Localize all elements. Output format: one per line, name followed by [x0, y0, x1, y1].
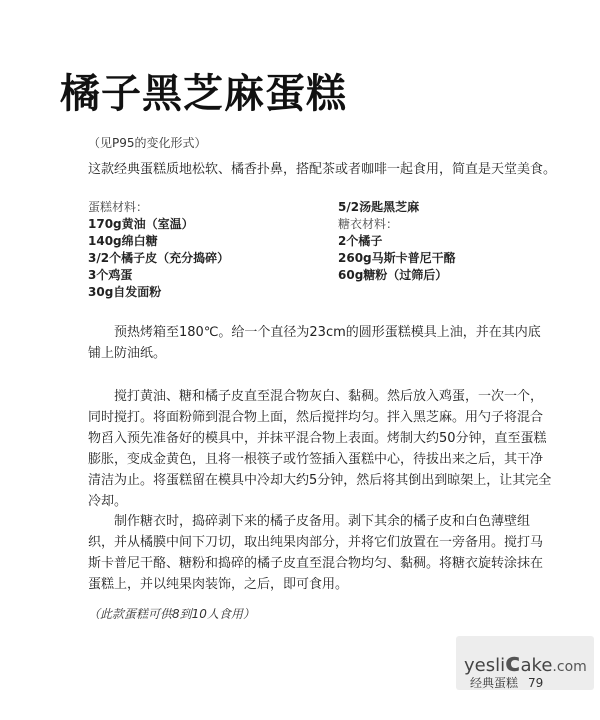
ingredient-item: 60g糖粉（过筛后） [338, 268, 448, 282]
ingredient-item: 140g绵白糖 [88, 234, 158, 248]
cake-ingredients-heading: 蛋糕材料： [88, 200, 149, 214]
ingredient-item: 260g马斯卡普尼干酪 [338, 251, 456, 265]
watermark-logo: yeslicake.com [464, 648, 587, 678]
ingredient-item: 3/2个橘子皮（充分捣碎） [88, 251, 230, 265]
section-name: 经典蛋糕 [470, 676, 519, 690]
variation-note: （见P95的变化形式） [88, 136, 207, 150]
icing-ingredients-heading: 糖衣材料： [338, 217, 399, 231]
step-icing: 制作糖衣时，捣碎剥下来的橘子皮备用。剥下其余的橘子皮和白色薄壁组织，并从橘膜中间下刀切，取出纯果肉部分，并将它们放置在一旁备用。搅打马斯卡普尼干酪、糖粉和捣碎的橘子皮直至混合物均匀、黏稠。将糖衣旋转涂抹在蛋糕上，并以纯果肉装饰，之后，即可食用。 [88, 514, 544, 592]
page-footer [470, 674, 543, 691]
intro-text: 这款经典蛋糕质地松软、橘香扑鼻，搭配茶或者咖啡一起食用，简直是天堂美食。 [88, 162, 557, 177]
step-preheat: 预热烤箱至180℃。给一个直径为23cm的圆形蛋糕模具上油，并在其内底铺上防油纸。 [88, 325, 541, 361]
ingredient-item: 30g自发面粉 [88, 285, 162, 299]
cake-ingredients [88, 199, 229, 301]
step-batter: 搅打黄油、糖和橘子皮直至混合物灰白、黏稠。然后放入鸡蛋，一次一个，同时搅打。将面粉筛到混合物上面，然后搅拌均匀。拌入黑芝麻。用勺子将混合物舀入预先准备好的模具中，并抹平混合物上表面。烤制大约50分钟，直至蛋糕膨胀，变成金黄色，且将一根筷子或竹签插入蛋糕中心，待拔出来之后，其干净清洁为止。将蛋糕留在模具中冷却大约5分钟，然后将其倒出到晾架上，让其完全冷却。 [88, 389, 552, 509]
ingredient-item: 170g黄油（室温） [88, 217, 194, 231]
page-title: 橘子黑芝麻蛋糕 [60, 71, 347, 117]
page-number: 79 [528, 676, 544, 690]
ingredient-item: 5/2汤匙黑芝麻 [338, 200, 420, 214]
serving-note: （此款蛋糕可供8到10人食用） [88, 607, 255, 621]
ingredient-item: 3个鸡蛋 [88, 268, 133, 282]
icing-ingredients [338, 199, 456, 284]
ingredient-item: 2个橘子 [338, 234, 383, 248]
